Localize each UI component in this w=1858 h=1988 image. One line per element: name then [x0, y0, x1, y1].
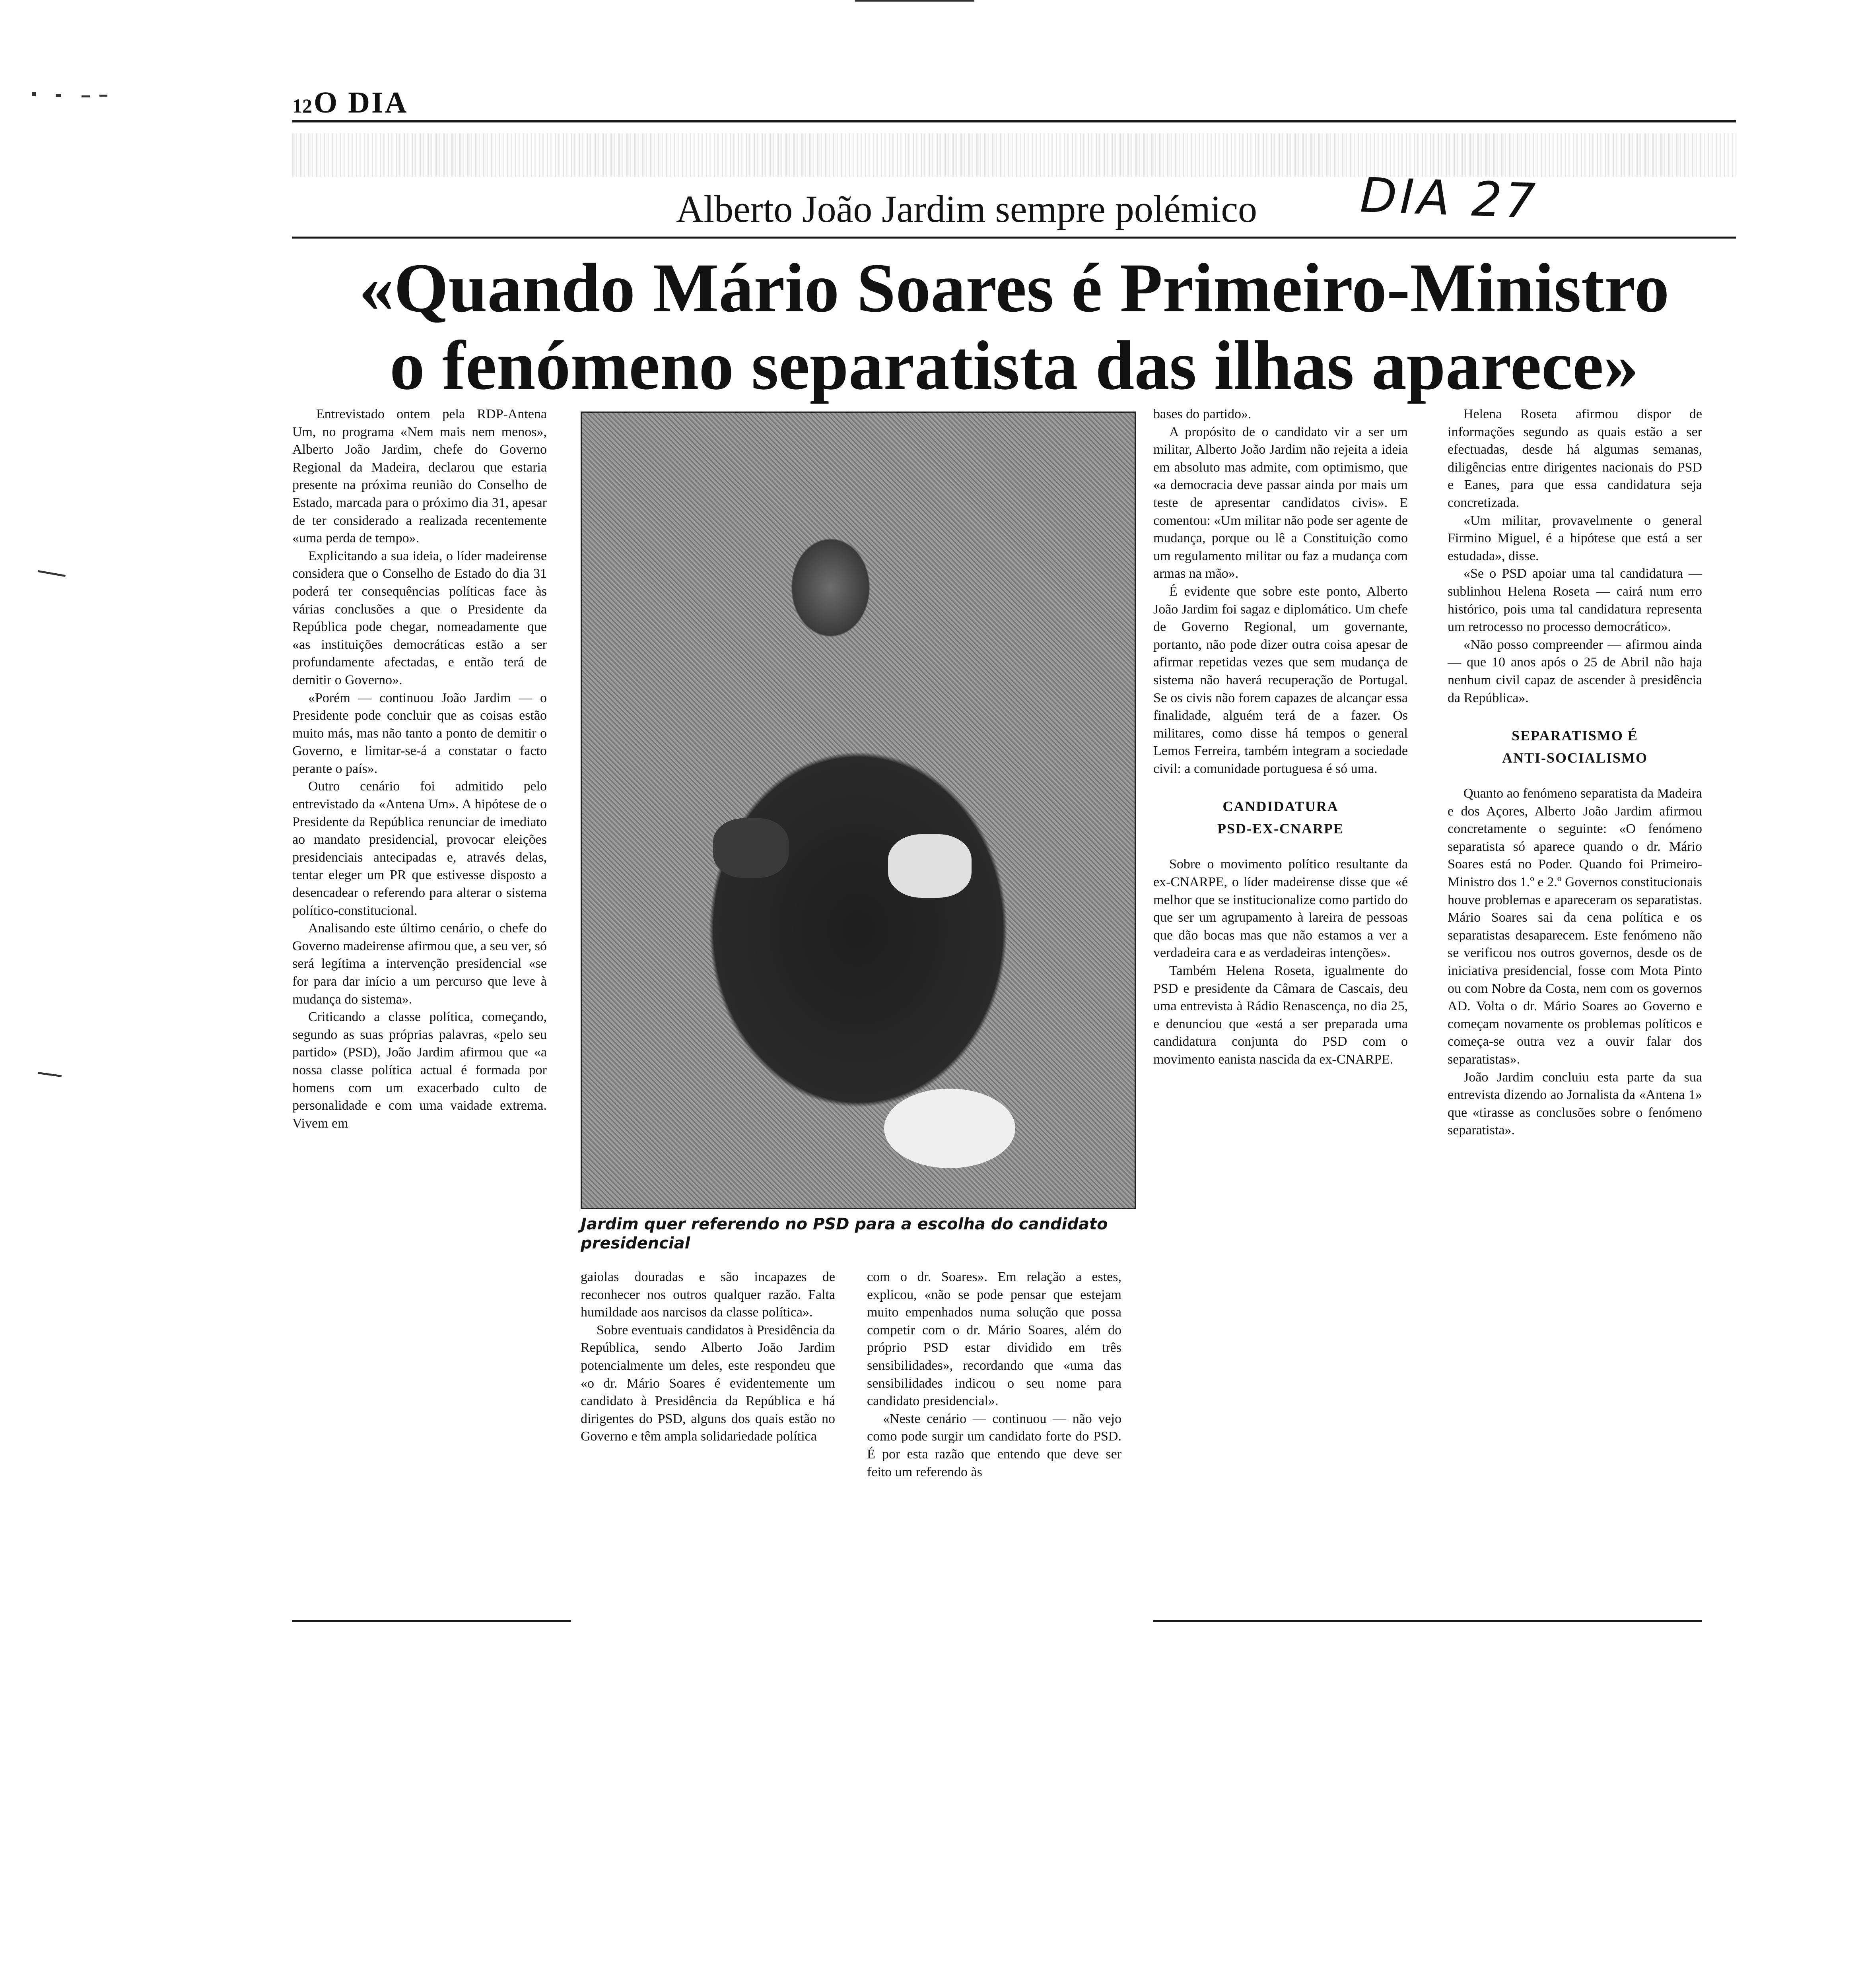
- photo-hand-left: [713, 818, 789, 878]
- article-column-3: [867, 1268, 1121, 1481]
- article-paragraph: Criticando a classe política, começando, segundo as suas próprias palavras, «pelo seu partido» (PSD), João Jardim afirmou que «a nossa classe política actual é formada por homens com um exacerbado culto de personalidade e com uma vaidade extrema. Vivem em: [292, 1010, 547, 1131]
- kicker-rule: [292, 237, 1736, 239]
- article-paragraph: É evidente que sobre este ponto, Alberto João Jardim foi sagaz e diplomático. Um chefe de Governo Regional, um governante, portanto, não pode dizer outra coisa apesar de afirmar repetidas vezes que sem mudança de sistema não haverá recuperação de Portugal. Se os civis não forem capazes de alcançar essa finalidade, alguém terá de a fazer. Os militares, como disse há tempos o general Lemos Ferreira, também integram a sociedade civil: a comunidade portuguesa é só uma.: [1153, 584, 1408, 776]
- newspaper-name: O DIA: [314, 86, 408, 119]
- photo-caption: Jardim quer referendo no PSD para a escolha do candidato presidencial: [581, 1215, 1108, 1252]
- top-rule: [292, 120, 1736, 122]
- page-number: 12: [292, 95, 312, 117]
- column-5-upper: [1448, 406, 1702, 707]
- subhead-candidatura: [1153, 795, 1408, 840]
- article-paragraph: «Um militar, provavelmente o general Firmino Miguel, é a hipótese que está a ser estudada», disse.: [1448, 513, 1702, 563]
- header-band: [292, 133, 1736, 177]
- article-paragraph: Sobre eventuais candidatos à Presidência da República, sendo Alberto João Jardim potencialmente um deles, este respondeu que «o dr. Mário Soares é evidentemente um candidato à Presidência da República e há dirigentes do PSD, alguns dos quais estão no Governo e têm ampla solidariedade política: [581, 1322, 835, 1444]
- subhead-line: PSD-EX-CNARPE: [1217, 821, 1344, 837]
- article-paragraph: Outro cenário foi admitido pelo entrevistado da «Antena Um». A hipótese de o Presidente da República renunciar de imediato ao mandato presidencial, provocar eleições presidenciais antecipadas e, através delas, tentar eleger um PR que estivesse disposto a desencadear o referendo para alterar o sistema político-constitucional.: [292, 779, 547, 918]
- article-paragraph: Entrevistado ontem pela RDP-Antena Um, no programa «Nem mais nem menos», Alberto João Jardim, chefe do Governo Regional da Madeira, declarou que estaria presente na próxima reunião do Conselho de Estado, marcada para o próximo dia 31, apesar de ter considerado a realizada recentemente «uma perda de tempo».: [292, 407, 547, 546]
- article-paragraph: Helena Roseta afirmou dispor de informações segundo as quais estão a ser efectuadas, desde há algumas semanas, diligências entre dirigentes nacionais do PSD e Eanes, para que essa candidatura seja concretizada.: [1448, 407, 1702, 510]
- photo-hand-right: [888, 834, 972, 898]
- article-paragraph: gaiolas douradas e são incapazes de reconhecer nos outros qualquer razão. Falta humildade aos narcisos da classe política».: [581, 1270, 835, 1320]
- subhead-line: CANDIDATURA: [1222, 798, 1339, 815]
- column-5-lower: [1448, 785, 1702, 1140]
- page-folio: [292, 85, 408, 120]
- scan-mark: [82, 95, 90, 97]
- article-column-5: [1448, 406, 1702, 1140]
- photo-portrait: [581, 412, 1136, 1209]
- scan-mark: [38, 570, 66, 577]
- scan-mark: [32, 92, 36, 96]
- article-paragraph: bases do partido».: [1153, 407, 1252, 421]
- scan-mark: [38, 1072, 62, 1077]
- article-paragraph: «Não posso compreender — afirmou ainda — que 10 anos após o 25 de Abril não haja nenhum civil capaz de ascender à presidência da República».: [1448, 637, 1702, 705]
- headline-line-1: «Quando Mário Soares é Primeiro-Ministro: [359, 249, 1669, 327]
- article-paragraph: Sobre o movimento político resultante da ex-CNARPE, o líder madeirense disse que «é melhor que se institucionalize como partido do que ser um agrupamento à lareira de pessoas que dão bocas mas que não estamos a ver a verdadeira cara e as verdadeiras intenções».: [1153, 857, 1408, 961]
- article-paragraph: «Neste cenário — continuou — não vejo como pode surgir um candidato forte do PSD. É por esta razão que entendo que deve ser feito um referendo às: [867, 1411, 1121, 1479]
- subhead-line: ANTI-SOCIALISMO: [1502, 750, 1648, 766]
- article-paragraph: «Porém — continuou João Jardim — o Presidente pode concluir que as coisas estão muito más, mas não tanto a ponto de demitir o Governo, e limitar-se-á a constatar o facto perante o país».: [292, 690, 547, 776]
- article-paragraph: Quanto ao fenómeno separatista da Madeira e dos Açores, Alberto João Jardim afirmou concretamente o seguinte: «O fenómeno separatista só aparece quando o dr. Mário Soares está no Poder. Quando foi Primeiro-Ministro dos 1.º e 2.º Governos constitucionais houve problemas e apareceram os separatistas. Mário Soares sai da cena política e os separatistas desaparecem. Este fenómeno não se verificou nos outros governos, desde os de iniciativa presidencial, fosse com Mota Pinto ou com Nobre da Costa, nem com os governos AD. Volta o dr. Mário Soares ao Governo e começam novamente os problemas políticos e começa-se outra vez a ouvir falar dos separatistas».: [1448, 786, 1702, 1067]
- handwritten-note: DIA 27: [1359, 168, 1540, 229]
- article-paragraph: João Jardim concluiu esta parte da sua entrevista dizendo ao Jornalista da «Antena 1» que «tirasse as conclusões sobre o fenómeno separatista».: [1448, 1070, 1702, 1138]
- article-column-1: [292, 406, 547, 1132]
- article-column-2: [581, 1268, 835, 1446]
- article-paragraph: A propósito de o candidato vir a ser um militar, Alberto João Jardim não rejeita a ideia em absoluto mas admite, com optimismo, que «a democracia deve passar ainda por mais um teste de apresentar candidatos civis». E comentou: «Um militar não pode ser agente de mudança, porque ou lê a Constituição como um regulamento militar ou faz a mudança com armas na mão».: [1153, 424, 1408, 581]
- bottom-rule: [1153, 1620, 1702, 1622]
- column-4-upper: [1153, 406, 1408, 778]
- article-paragraph: Analisando este último cenário, o chefe do Governo madeirense afirmou que, a seu ver, só será legítima a intervenção presidencial «se for para dar início a um percurso que leve à mudança do sistema».: [292, 921, 547, 1007]
- article-paragraph: Também Helena Roseta, igualmente do PSD e presidente da Câmara de Cascais, deu uma entrevista à Rádio Renascença, no dia 25, e denunciou que «está a ser preparada uma candidatura conjunta do PSD com o movimento eanista nascida da ex-CNARPE.: [1153, 963, 1408, 1067]
- column-4-lower: [1153, 856, 1408, 1068]
- article-paragraph: Explicitando a sua ideia, o líder madeirense considera que o Conselho de Estado do dia 31 poderá ter consequências políticas face às várias conclusões a que o Presidente da República pode chegar, nomeadamente que «as instituições democráticas estão a ser profundamente afectadas, e então terá de demitir o Governo».: [292, 548, 547, 687]
- article-paragraph: com o dr. Soares». Em relação a estes, explicou, «não se pode pensar que estejam muito empenhados numa solução que possa competir com o dr. Mário Soares, além do próprio PSD estar dividido em três sensibilidades», recordando que «uma das sensibilidades indicou o seu nome para candidato presidencial».: [867, 1270, 1121, 1409]
- article-paragraph: «Se o PSD apoiar uma tal candidatura — sublinhou Helena Roseta — cairá num erro histórico, pois uma tal candidatura representa um retrocesso no processo democrático».: [1448, 566, 1702, 635]
- photo-cup: [884, 1089, 1015, 1168]
- subhead-separatismo: [1448, 724, 1702, 769]
- headline-line-2: o fenómeno separatista das ilhas aparece»: [389, 327, 1639, 404]
- bottom-rule: [292, 1620, 571, 1622]
- article-column-4: [1153, 406, 1408, 1069]
- scan-mark: [99, 95, 107, 97]
- scan-mark: [855, 0, 974, 2]
- kicker: Alberto João Jardim sempre polémico: [676, 188, 1257, 230]
- subhead-line: SEPARATISMO É: [1512, 728, 1638, 744]
- scan-mark: [56, 94, 61, 97]
